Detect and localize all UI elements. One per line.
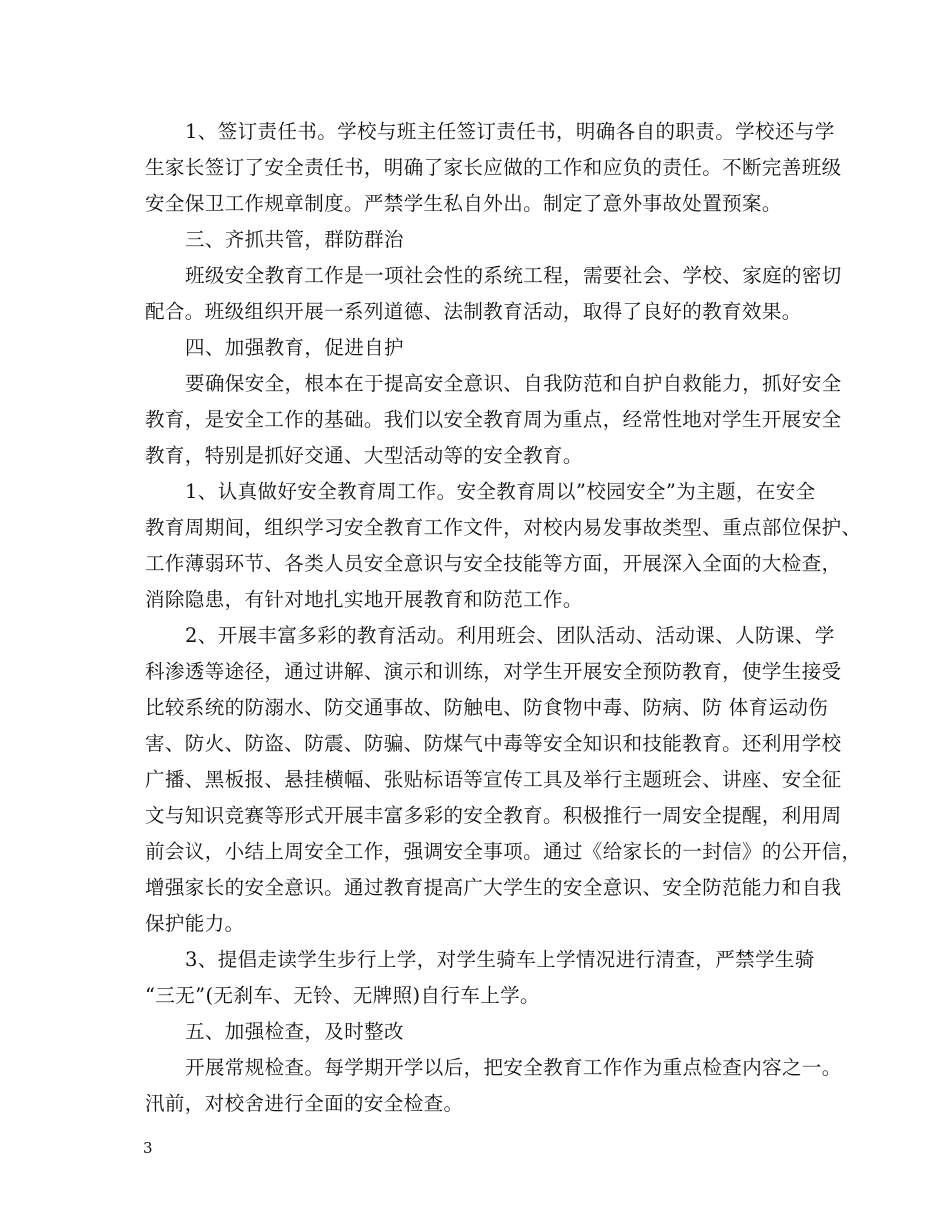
body-line: 消除隐患，有针对地扎实地开展教育和防范工作。 bbox=[145, 588, 583, 611]
body-line: 保护能力。 bbox=[145, 912, 245, 935]
body-line: 班级安全教育工作是一项社会性的系统工程，需要社会、学校、家庭的密切 bbox=[185, 264, 842, 287]
body-line: 前会议，小结上周安全工作，强调安全事项。通过《给家长的一封信》的公开信， bbox=[145, 840, 862, 863]
body-line: 广播、黑板报、悬挂横幅、张贴标语等宣传工具及举行主题班会、讲座、安全征 bbox=[145, 768, 842, 791]
body-line: 配合。班级组织开展一系列道德、法制教育活动，取得了良好的教育效果。 bbox=[145, 300, 802, 323]
body-line: 文与知识竞赛等形式开展丰富多彩的安全教育。积极推行一周安全提醒，利用周 bbox=[145, 804, 842, 827]
body-line: 害、防火、防盗、防震、防骗、防煤气中毒等安全知识和技能教育。还利用学校 bbox=[145, 732, 842, 755]
body-line: 汛前，对校舍进行全面的安全检查。 bbox=[145, 1092, 464, 1115]
body-line: 教育，特别是抓好交通、大型活动等的安全教育。 bbox=[145, 444, 583, 467]
body-line: 工作薄弱环节、各类人员安全意识与安全技能等方面，开展深入全面的大检查， bbox=[145, 552, 842, 575]
body-line: “三无”(无刹车、无铃、无牌照)自行车上学。 bbox=[145, 984, 540, 1007]
body-line: 2、开展丰富多彩的教育活动。利用班会、团队活动、活动课、人防课、学 bbox=[185, 624, 835, 647]
body-line: 1、认真做好安全教育周工作。安全教育周以”校园安全”为主题，在安全 bbox=[185, 480, 816, 503]
body-line: 科渗透等途径，通过讲解、演示和训练，对学生开展安全预防教育，使学生接受 bbox=[145, 660, 842, 683]
body-line: 要确保安全，根本在于提高安全意识、自我防范和自护自救能力，抓好安全 bbox=[185, 372, 842, 395]
section-heading: 四、加强教育，促进自护 bbox=[185, 336, 404, 359]
body-line: 安全保卫工作规章制度。严禁学生私自外出。制定了意外事故处置预案。 bbox=[145, 192, 782, 215]
body-line: 生家长签订了安全责任书，明确了家长应做的工作和应负的责任。不断完善班级 bbox=[145, 156, 842, 179]
body-line: 教育周期间，组织学习安全教育工作文件，对校内易发事故类型、重点部位保护、 bbox=[145, 516, 862, 539]
section-heading: 三、齐抓共管，群防群治 bbox=[185, 228, 404, 251]
body-line: 教育，是安全工作的基础。我们以安全教育周为重点，经常性地对学生开展安全 bbox=[145, 408, 842, 431]
body-line: 3、提倡走读学生步行上学，对学生骑车上学情况进行清查，严禁学生骑 bbox=[185, 948, 815, 971]
body-line: 比较系统的防溺水、防交通事故、防触电、防食物中毒、防病、防 体育运动伤 bbox=[145, 696, 829, 719]
body-line: 开展常规检查。每学期开学以后，把安全教育工作作为重点检查内容之一。 bbox=[185, 1056, 842, 1079]
body-line: 1、签订责任书。学校与班主任签订责任书，明确各自的职责。学校还与学 bbox=[185, 120, 835, 143]
page-number: 3 bbox=[143, 1139, 153, 1157]
body-line: 增强家长的安全意识。通过教育提高广大学生的安全意识、安全防范能力和自我 bbox=[145, 876, 842, 899]
section-heading: 五、加强检查，及时整改 bbox=[185, 1020, 404, 1043]
